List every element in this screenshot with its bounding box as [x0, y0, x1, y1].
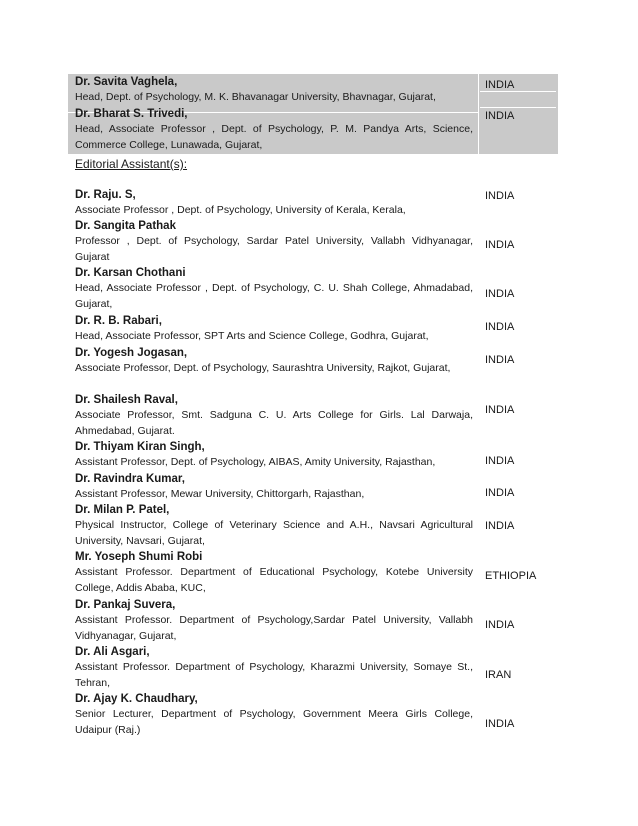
member-entry — [75, 188, 473, 219]
member-country: INDIA — [485, 619, 515, 631]
member-country: INDIA — [485, 404, 515, 416]
member-name: Dr. Ravindra Kumar, — [75, 473, 185, 485]
member-name: Dr. Ali Asgari, — [75, 646, 150, 658]
member-entry — [75, 266, 473, 312]
member-entry — [75, 645, 473, 691]
member-entry — [75, 393, 473, 439]
member-name: Dr. Milan P. Patel, — [75, 504, 170, 516]
row-divider — [480, 107, 556, 108]
member-country: INDIA — [485, 190, 515, 202]
member-country: INDIA — [485, 354, 515, 366]
member-country: INDIA — [485, 487, 515, 499]
member-affiliation: Assistant Professor. Department of Psychology,Sardar Patel University, Vallabh Vidhyanagar, Gujarat, — [75, 614, 473, 642]
member-name: Dr. Savita Vaghela, — [75, 76, 178, 88]
member-country: ETHIOPIA — [485, 570, 537, 582]
member-country: INDIA — [485, 110, 515, 122]
member-entry-savita-vaghela — [75, 75, 473, 106]
member-affiliation: Head, Associate Professor , Dept. of Psychology, P. M. Pandya Arts, Science, Commerce College, Lunawada, Gujarat, — [75, 123, 473, 151]
member-affiliation: Head, Associate Professor, SPT Arts and Science College, Godhra, Gujarat, — [75, 330, 429, 342]
member-affiliation: Assistant Professor, Mewar University, Chittorgarh, Rajasthan, — [75, 488, 365, 500]
member-entry — [75, 550, 473, 596]
member-affiliation: Professor , Dept. of Psychology, Sardar Patel University, Vallabh Vidhyanagar, Gujarat — [75, 235, 473, 263]
member-name: Mr. Yoseph Shumi Robi — [75, 551, 203, 563]
member-affiliation: Physical Instructor, College of Veterinary Science and A.H., Navsari Agricultural University, Navsari, Gujarat, — [75, 519, 473, 547]
member-entry — [75, 692, 473, 738]
member-name: Dr. Thiyam Kiran Singh, — [75, 441, 205, 453]
member-country: INDIA — [485, 520, 515, 532]
member-entry — [75, 472, 473, 503]
member-country: INDIA — [485, 239, 515, 251]
member-name: Dr. Karsan Chothani — [75, 267, 186, 279]
member-affiliation: Senior Lecturer, Department of Psychology, Government Meera Girls College, Udaipur (Raj.) — [75, 708, 473, 736]
member-country: INDIA — [485, 79, 515, 91]
member-country: INDIA — [485, 455, 515, 467]
member-affiliation: Associate Professor, Smt. Sadguna C. U. Arts College for Girls. Lal Darwaja, Ahmedabad, Gujarat. — [75, 409, 473, 437]
member-affiliation: Associate Professor , Dept. of Psychology, University of Kerala, Kerala, — [75, 204, 406, 216]
member-entry — [75, 219, 473, 265]
member-entry — [75, 314, 473, 345]
member-affiliation: Assistant Professor, Dept. of Psychology, AIBAS, Amity University, Rajasthan, — [75, 456, 436, 468]
member-name: Dr. Shailesh Raval, — [75, 394, 178, 406]
member-affiliation: Head, Associate Professor , Dept. of Psychology, C. U. Shah College, Ahmadabad, Gujarat, — [75, 282, 473, 310]
member-name: Dr. Bharat S. Trivedi, — [75, 108, 188, 120]
member-entry — [75, 346, 473, 377]
member-entry — [75, 440, 473, 471]
member-entry — [75, 598, 473, 644]
member-entry — [75, 503, 473, 549]
column-divider — [478, 74, 479, 154]
member-name: Dr. Ajay K. Chaudhary, — [75, 693, 198, 705]
member-country: IRAN — [485, 669, 512, 681]
member-name: Dr. Pankaj Suvera, — [75, 599, 176, 611]
member-name: Dr. R. B. Rabari, — [75, 315, 162, 327]
member-country: INDIA — [485, 321, 515, 333]
member-affiliation: Assistant Professor. Department of Psychology, Kharazmi University, Somaye St., Tehran, — [75, 661, 473, 689]
member-affiliation: Assistant Professor. Department of Educational Psychology, Kotebe University College, Addis Ababa, KUC, — [75, 566, 473, 594]
member-country: INDIA — [485, 718, 515, 730]
member-country: INDIA — [485, 288, 515, 300]
member-entry-bharat-trivedi — [75, 107, 473, 153]
member-name: Dr. Yogesh Jogasan, — [75, 347, 188, 359]
member-name: Dr. Raju. S, — [75, 189, 136, 201]
member-name: Dr. Sangita Pathak — [75, 220, 176, 232]
member-affiliation: Head, Dept. of Psychology, M. K. Bhavanagar University, Bhavnagar, Gujarat, — [75, 91, 436, 103]
member-affiliation: Associate Professor, Dept. of Psychology, Saurashtra University, Rajkot, Gujarat, — [75, 362, 451, 374]
section-title: Editorial Assistant(s): — [75, 157, 188, 171]
